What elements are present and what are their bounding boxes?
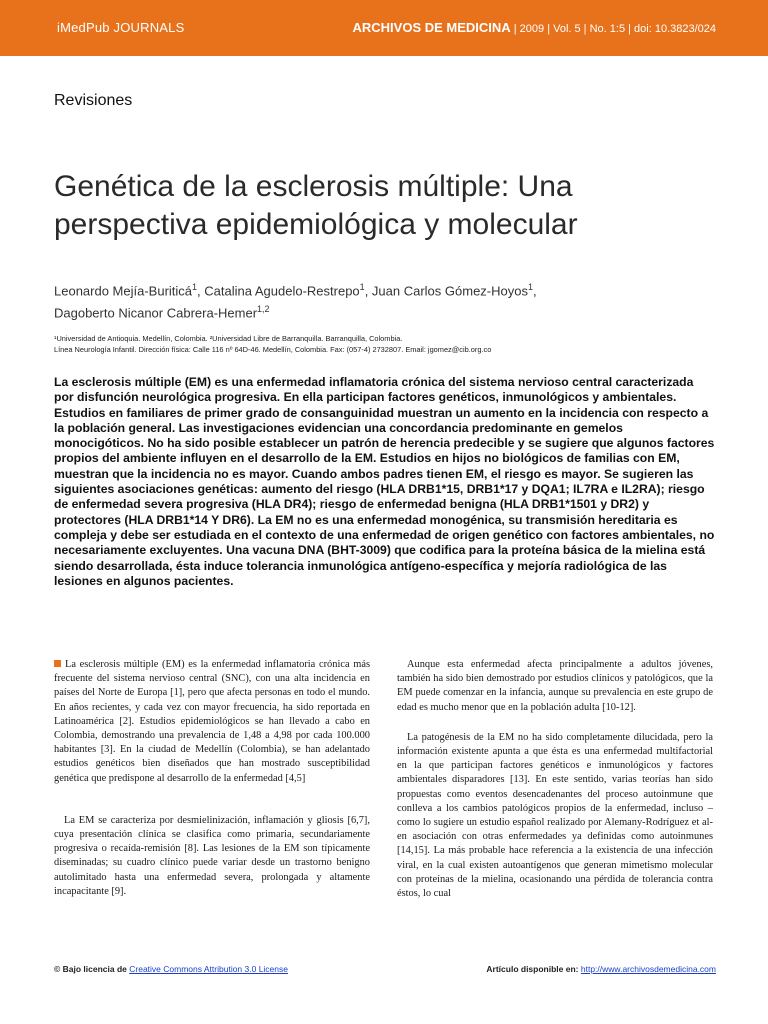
page-footer [54, 964, 716, 980]
author-name: Juan Carlos Gómez-Hoyos [371, 283, 528, 299]
license-notice: © Bajo licencia de Creative Commons Attribution 3.0 License [54, 964, 288, 974]
affiliations [54, 333, 734, 355]
author-name: Leonardo Mejía-Buriticá [54, 283, 193, 299]
body-column-left [54, 658, 370, 927]
journal-name: ARCHIVOS DE MEDICINA [352, 20, 511, 35]
author-affiliation-mark: 1 [527, 282, 533, 292]
body-paragraph: La esclerosis múltiple (EM) es la enfermedad inflamatoria crónica más frecuente del sistema nervioso central (SNC), con una alta incidencia en países del Norte de Europa [1], pero que afecta personas en todo el mundo. En años recientes, y cada vez con mayor frecuencia, ha sido reportada en Latinoamérica [2]. Estudios epidemiológicos se han llevado a cabo en Colombia, demostrando una prevalencia de 1,48 a 4,98 por cada 100.000 habitantes [3]. En la ciudad de Medellín (Colombia), se han adelantado estudios genéticos bien diseñados que han mostrado susceptibilidad genética que predispone al desarrollo de la enfermedad [4,5] [54, 659, 370, 784]
author-name: Dagoberto Nicanor Cabrera-Hemer [54, 305, 258, 321]
license-link[interactable]: Creative Commons Attribution 3.0 License [129, 964, 288, 974]
publisher-logo [57, 20, 184, 35]
author-affiliation-mark: 1,2 [257, 304, 270, 315]
journal-meta: | 2009 | Vol. 5 | No. 1:5 | doi: 10.3823/024 [513, 23, 716, 35]
author-affiliation-mark: 1 [192, 282, 198, 292]
affiliation-line: ¹Universidad de Antioquia. Medellín, Colombia. ²Universidad Libre de Barranquilla. Barranquilla, Colombia. [54, 334, 403, 343]
author-affiliation-mark: 1 [359, 282, 365, 292]
author-list: Leonardo Mejía-Buriticá$^1$, Catalina Agudelo-Restrepo$^1$, Juan Carlos Gómez-Hoyos$^1$, Dagoberto Nicanor Cabrera-Hemer$^{1,2}$ [54, 282, 537, 321]
section-bullet-icon [54, 660, 61, 667]
body-column-right [397, 658, 713, 917]
journal-website-link[interactable]: http://www.archivosdemedicina.com [580, 964, 716, 974]
availability-notice: Artículo disponible en: http://www.archivosdemedicina.com [486, 964, 716, 974]
publisher-journals-label: JOURNALS [113, 20, 185, 35]
author-name: Catalina Agudelo-Restrepo [204, 283, 360, 299]
journal-header-bar [0, 0, 768, 56]
body-paragraph: La patogénesis de la EM no ha sido completamente dilucidada, pero la información existente apunta a que ésta es una enfermedad multifactorial en la que participan factores genéticos e inmunológicos y factores ambientales disparadores [13]. En este sentido, varias teorías han sido propuestas como eventos desencadenantes del proceso autoinmune que conlleva a los cambios patológicos propios de la enfermedad, incluso –como lo sugiere un estudio español realizado por Alemany-Rodríguez et al- en asociación con otras enfermedades ya definidas como autoinmunes [14,15]. La más probable hace referencia a la existencia de una infección viral, en la cual existen autoantígenos que generan mimetismo molecular con proteínas de la mielina, ocasionando una pérdida de tolerancia contra éstos, lo cual [397, 731, 713, 900]
section-label: Revisiones [54, 92, 133, 109]
affiliation-line: Línea Neurología Infantil. Dirección física: Calle 116 nº 64D-46. Medellín, Colombia. Fax: (057-4) 2732807. Email: jgomez@cib.org.co [54, 345, 492, 354]
journal-citation [353, 20, 717, 35]
article-title: Genética de la esclerosis múltiple: Una perspectiva epidemiológica y molecular [54, 170, 578, 241]
body-paragraph: La EM se caracteriza por desmielinización, inflamación y gliosis [6,7], cuya presentación clínica se clasifica como primaria, secundariamente progresiva o recaída-remisión [8]. Las lesiones de la EM son típicamente diseminadas; su cuadro clínico puede variar desde un trastorno benigno autolimitado hasta una enfermedad severa, prolongada y altamente incapacitante [9]. [54, 814, 370, 897]
abstract: La esclerosis múltiple (EM) es una enfermedad inflamatoria crónica del sistema nervioso central caracterizada por disfunción neurológica progresiva. En ella participan factores genéticos, inmunológicos y ambientales. Estudios en familiares de primer grado de consanguinidad muestran un aumento en la incidencia con respecto a la población general. Las investigaciones evidencian una concordancia predominante en gemelos monocigóticos. No ha sido posible establecer un patrón de herencia predecible y se sugiere que algunos factores propios del ambiente influyen en el desarrollo de la EM. Estudios en hijos no biológicos de familias con EM, muestran que la incidencia no es mayor. Cuando ambos padres tienen EM, el riesgo es mayor. Se sugieren las siguientes asociaciones genéticas: aumento del riesgo (HLA DRB1*15, DRB1*17 y DQA1; IL7RA e IL2RA); riesgo de enfermedad severa progresiva (HLA DR4); riesgo de enfermedad benigna (HLA DRB1*1501 y DR2) y protectores (HLA DRB1*14 Y DR6). La EM no es una enfermedad monogénica, su transmisión hereditaria es compleja y debe ser estudiada en el contexto de una enfermedad de origen genético con factores ambientales, no necesariamente excluyentes. Una vacuna DNA (BHT-3009) que codifica para la proteína básica de la mielina está siendo desarrollada, ésta induce tolerancia inmunológica antígeno-específica y mejoría radiológica de las lesiones en algunos pacientes. [54, 375, 715, 588]
body-paragraph: Aunque esta enfermedad afecta principalmente a adultos jóvenes, también ha sido bien demostrado por estudios clínicos y patológicos, que la EM puede comenzar en la infancia, aunque su prevalencia en este grupo de edad es mucho menor que en la población adulta [10-12]. [397, 659, 713, 713]
publisher-name: iMedPub [57, 20, 110, 35]
